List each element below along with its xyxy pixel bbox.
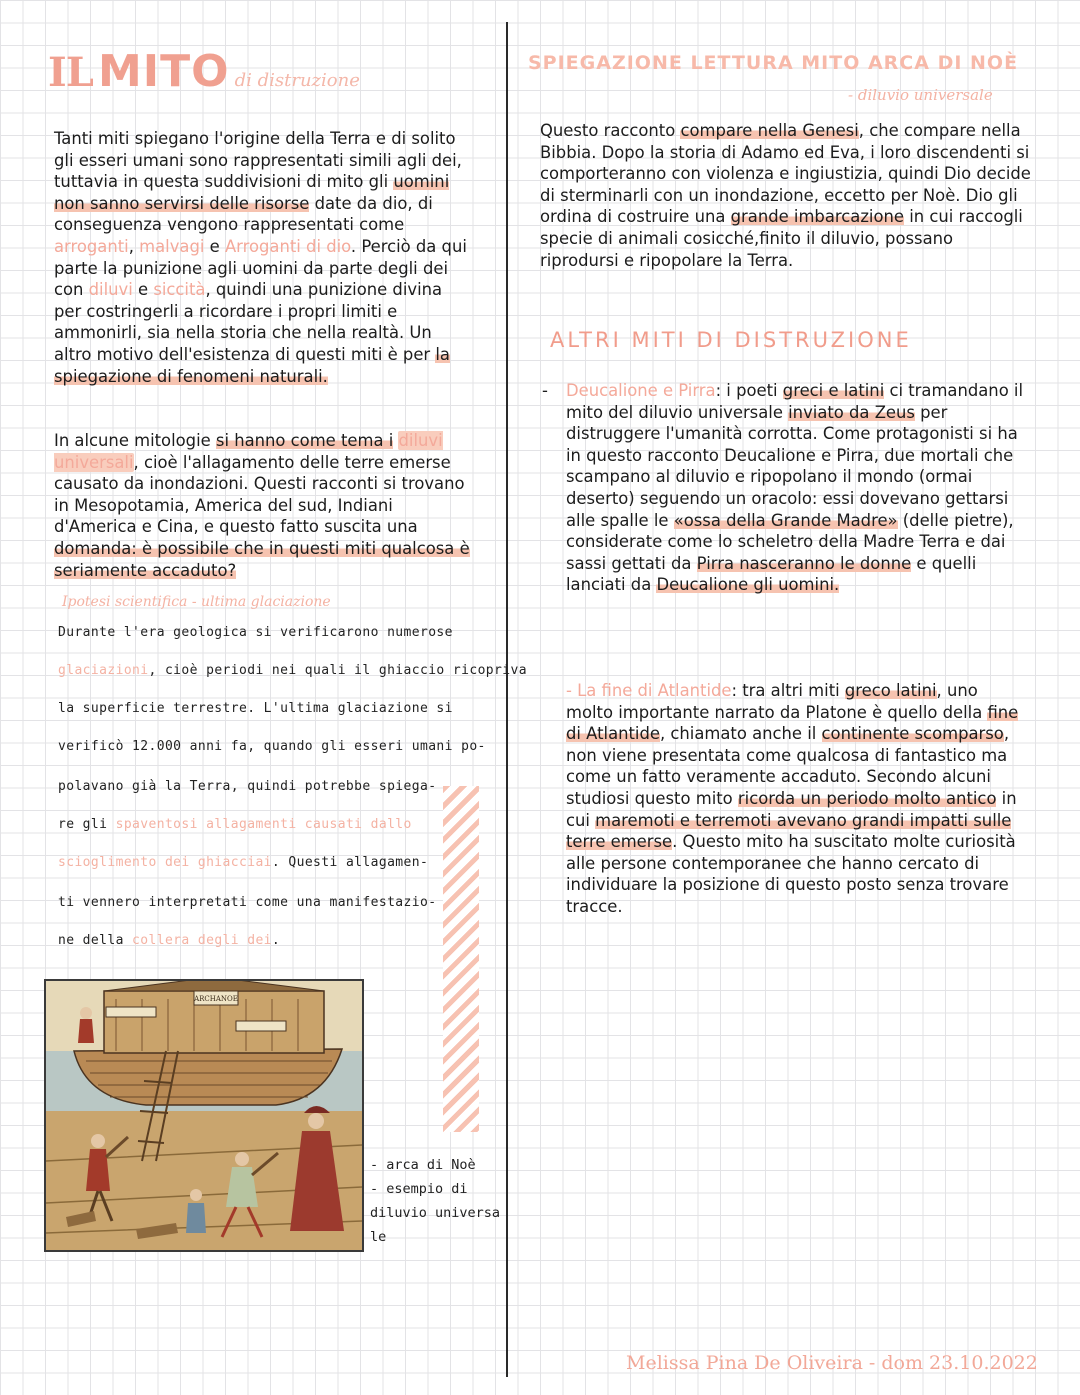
highlight: greci e latini	[782, 381, 885, 400]
hw-line: ti vennero interpretati come una manifestazio-	[58, 895, 437, 910]
highlight: si hanno come tema i	[215, 431, 394, 450]
highlight: «ossa della Grande Madre»	[673, 510, 898, 530]
page-title	[48, 46, 360, 97]
caption-line: diluvio universa	[370, 1205, 501, 1221]
caption-line: - esempio di	[370, 1181, 468, 1197]
text: , quindi una punizione divina per costringerli a ricordare i propri limiti e ammonirli, sia nella storia che nella realtà. Un altro motivo dell'esistenza di questi miti è per	[54, 280, 443, 364]
highlight: la spiegazione di fenomeni naturali.	[54, 344, 450, 386]
text: ,	[128, 236, 140, 256]
intro-paragraph	[54, 128, 474, 387]
text: Questo racconto	[540, 121, 681, 140]
pink-word: Arroganti di dio	[224, 236, 351, 256]
highlight: continente scomparso	[821, 724, 1004, 744]
text: , cioè l'allagamento delle terre emerse causato da inondazioni. Questi racconti si trovano in Mesopotamia, America del sud, Indiani d'America e Cina, e questo fatto suscita una	[54, 452, 465, 537]
myth-title: La fine di Atlantide	[577, 681, 732, 700]
text: , cioè periodi nei quali il ghiaccio ricopriva	[148, 663, 527, 678]
ark-paragraph	[540, 120, 1035, 271]
pink-word: malvagi	[139, 236, 205, 256]
highlight: domanda: è possibile che in questi miti qualcosa è seriamente accaduto?	[54, 538, 470, 580]
text: : i poeti	[715, 381, 783, 400]
text: (delle pietre), considerate come lo scheletro della Madre Terra e dai sassi gettati da	[566, 510, 1014, 573]
text: , chiamato anche il	[659, 724, 822, 744]
text: e quelli lanciati da	[566, 553, 977, 595]
other-myths-heading: ALTRI MITI DI DISTRUZIONE	[550, 328, 912, 352]
text: e	[132, 280, 154, 300]
noah-ark-illustration	[44, 979, 364, 1252]
highlight: fine di Atlantide	[566, 702, 1019, 744]
text: . Questo mito ha suscitato molte curiosità alle persone contemporanee che hanno cercato di individuare la posizione di questo posto senza trovare tracce.	[566, 832, 1016, 916]
highlight: maremoti e terremoti avevano grandi impatti sulle terre emerse	[566, 810, 1012, 852]
hw-line	[58, 855, 428, 870]
illustration-banner: ARCHANOE	[194, 995, 238, 1003]
hw-line	[58, 817, 412, 832]
hw-line: la superficie terrestre. L'ultima glaciazione si	[58, 701, 453, 716]
hw-line	[58, 663, 527, 678]
title-il: IL	[48, 49, 93, 96]
pink-word: diluvi	[88, 280, 133, 300]
text: in cui	[566, 788, 1017, 830]
text: ci tramandano il mito del diluvio universale	[566, 381, 1024, 422]
myth-title: Deucalione e Pirra	[566, 381, 716, 400]
text: per distruggere l'umanità corrotta. Come protagonisti si ha in questo racconto Deucalione e Pirra, due mortali che scampano al diluvio e ripopolano il mondo (ormai deserto) seguendo un oracolo: essi dovevano gettarsi alle spalle le	[566, 402, 1018, 530]
image-caption	[370, 1153, 500, 1249]
ark-subheading: - diluvio universale	[848, 86, 993, 104]
title-mito: MITO	[97, 46, 230, 97]
text: re gli	[58, 817, 116, 832]
bullet-dash: -	[542, 381, 548, 400]
pink-word: collera degli dei	[132, 933, 272, 948]
text: in cui raccogli specie di animali cosicché,finito il diluvio, possano riprodursi e ripopolare la Terra.	[540, 207, 1023, 270]
pink-highlight: diluvi universali	[54, 431, 443, 472]
text: , uno molto importante narrato da Platone è quello della	[566, 681, 988, 722]
highlight: compare nella Genesi	[680, 121, 859, 140]
hw-line: polavano già la Terra, quindi potrebbe spiega-	[58, 779, 437, 794]
pink-word: siccità	[153, 280, 206, 300]
pink-word: scioglimento dei ghiacciai	[58, 855, 272, 870]
highlight: inviato da Zeus	[788, 402, 915, 422]
text: : tra altri miti	[731, 681, 845, 700]
deucalione-paragraph	[542, 380, 1028, 596]
atlantide-paragraph	[566, 680, 1028, 918]
ark-heading: SPIEGAZIONE LETTURA MITO ARCA DI NOÈ	[528, 52, 1019, 74]
title-subtitle: di distruzione	[234, 70, 360, 91]
highlight: greco latini	[844, 681, 937, 700]
hw-line: Durante l'era geologica si verificarono numerose	[58, 625, 453, 640]
pink-word: glaciazioni	[58, 663, 149, 678]
text: ne della	[58, 933, 133, 948]
highlight: uomini non sanno servirsi delle risorse	[54, 172, 450, 213]
text: Tanti miti spiegano l'origine della Terra e di solito gli esseri umani sono rappresentati simili agli dei, tuttavia in questa suddivisioni di mito gli	[54, 129, 462, 192]
hw-line: verificò 12.000 anni fa, quando gli esseri umani po-	[58, 739, 486, 754]
hypothesis-heading: Ipotesi scientifica - ultima glaciazione	[62, 594, 331, 610]
hw-line	[58, 933, 280, 948]
text: .	[271, 933, 281, 948]
text: . Questi allagamen-	[271, 855, 429, 870]
pink-word: arroganti	[54, 236, 129, 256]
caption-line: - arca di Noè	[370, 1157, 476, 1173]
text: , che compare nella Bibbia. Dopo la storia di Adamo ed Eva, i loro discendenti si comporteranno con violenza e ingiustizia, quindi Dio decide di sterminarli con un inondazione, eccetto per Noè. Dio gli ordina di costruire una	[540, 121, 1031, 227]
caption-line: le	[370, 1229, 387, 1245]
highlight: grande imbarcazione	[730, 207, 904, 227]
text: . Perciò da qui parte la punizione agli uomini da parte degli dei con	[54, 236, 467, 300]
bullet-dash: -	[566, 681, 578, 700]
decorative-stripe	[443, 786, 479, 1132]
highlight: Pirra nasceranno le donne	[696, 553, 912, 573]
flood-paragraph	[54, 430, 474, 581]
text: In alcune mitologie	[54, 431, 216, 450]
pink-word: spaventosi allagamenti causati dallo	[115, 817, 412, 832]
text: , non viene presentata come qualcosa di fantastico ma come un fatto veramente accaduto. Secondo alcuni studiosi questo mito	[566, 724, 1010, 808]
highlight: Deucalione gli uomini.	[656, 575, 840, 595]
text: date da dio, di conseguenza vengono rappresentati come	[54, 193, 433, 235]
text: e	[204, 236, 225, 256]
column-divider	[506, 22, 508, 1377]
author-signature: Melissa Pina De Oliveira - dom 23.10.2022	[626, 1352, 1038, 1374]
highlight: ricorda un periodo molto antico	[737, 788, 997, 808]
